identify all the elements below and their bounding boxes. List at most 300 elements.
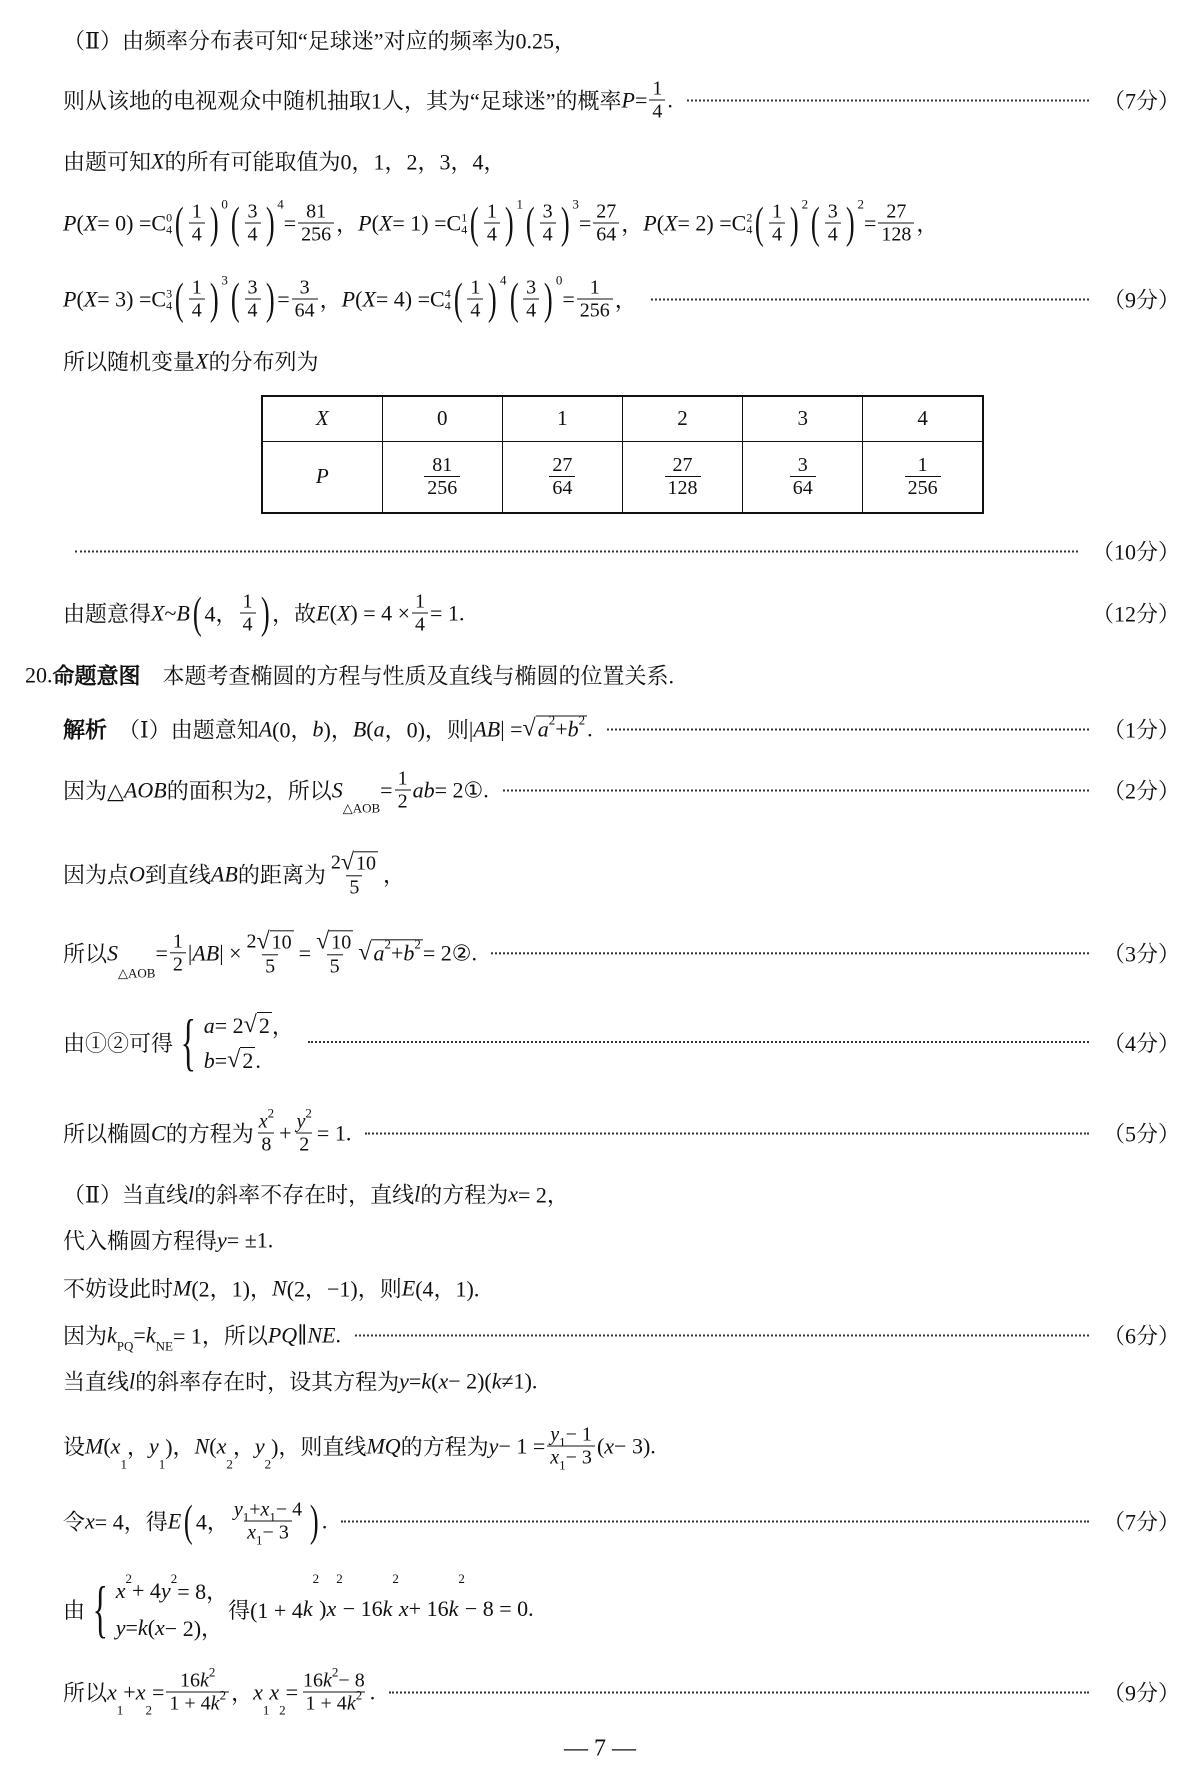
- math-variable: x: [135, 1679, 146, 1704]
- math-variable: y: [217, 1227, 227, 1252]
- denominator: [769, 223, 785, 246]
- math-variable: AB: [473, 716, 501, 741]
- math-variable: k: [302, 1596, 313, 1621]
- numerator: [649, 78, 665, 100]
- text-run: (2，1)，: [191, 1276, 272, 1302]
- text-run: 10: [331, 930, 352, 953]
- fraction: [240, 591, 256, 636]
- math-variable: B: [352, 716, 367, 741]
- equation-system: [85, 1571, 229, 1644]
- text-run: 4: [470, 299, 481, 322]
- line-content: [63, 1273, 479, 1304]
- text-run: (: [76, 286, 84, 311]
- score-label: （7分）: [1102, 88, 1180, 114]
- denominator: [240, 613, 256, 636]
- combination: [732, 210, 753, 236]
- text-run: 的所有可能取值为0，1，2，3，4，: [164, 149, 506, 175]
- fraction: [577, 277, 613, 322]
- text-run: =: [151, 1679, 165, 1704]
- superscript: 2: [392, 1571, 399, 1586]
- page-number: — 7 —: [564, 1735, 636, 1762]
- table-cell: [622, 441, 742, 513]
- score-label: （1分）: [1102, 717, 1180, 743]
- square-root: [316, 928, 353, 954]
- text-run: 所以: [63, 1680, 108, 1706]
- superscript: 2: [857, 196, 864, 212]
- superscript: 2: [355, 1687, 363, 1703]
- math-variable: y: [233, 1498, 243, 1521]
- subscript: 4: [444, 298, 451, 312]
- text-run: 4: [247, 299, 258, 322]
- math-variable: k: [145, 1322, 156, 1347]
- denominator: 64: [790, 476, 816, 499]
- math-variable: P: [358, 210, 372, 235]
- math-group: [169, 1687, 227, 1715]
- right-paren: ): [209, 274, 219, 323]
- numerator: [303, 201, 329, 223]
- line-content: [63, 346, 318, 377]
- fraction: [313, 928, 356, 977]
- dot-leader: [491, 952, 1089, 954]
- text-run: (0，: [272, 717, 313, 743]
- parenthesized: [451, 272, 507, 323]
- text-run: 1: [771, 200, 782, 223]
- text-run: 16: [303, 1669, 324, 1692]
- subscript: PQ: [116, 1338, 134, 1354]
- denominator: [649, 100, 665, 123]
- numerator: [313, 928, 356, 954]
- text-run: − 1 =: [498, 1433, 546, 1458]
- text-run: − 8 = 0.: [464, 1596, 534, 1621]
- text-run: ，: [271, 1014, 294, 1039]
- text-run: 的距离为: [237, 862, 326, 888]
- text-run: ，: [621, 211, 644, 237]
- math-variable: X: [378, 210, 393, 235]
- text-run: (4，1).: [415, 1276, 480, 1302]
- text-run: 设: [63, 1434, 86, 1460]
- text-run: C: [430, 286, 445, 311]
- superscript: 1: [516, 196, 523, 212]
- subscript: 4: [746, 222, 753, 236]
- system-row: [115, 1571, 229, 1606]
- line-content: [63, 1320, 341, 1354]
- text-run: 则从该地的电视观众中随机抽取1人，其为“足球迷”的概率: [63, 88, 622, 114]
- subscript: 1: [158, 1456, 166, 1472]
- numerator: [484, 201, 500, 223]
- text-run: 4: [415, 613, 426, 636]
- text-run: .: [369, 1679, 376, 1704]
- superscript: 0: [555, 272, 563, 288]
- left-paren: (: [230, 274, 240, 323]
- math-variable: k: [421, 1368, 432, 1393]
- text-run: （Ⅰ）由题意知: [107, 717, 259, 743]
- math-variable: k: [323, 1669, 332, 1692]
- table-row: [262, 441, 983, 513]
- radical-sign: √: [243, 1012, 257, 1038]
- text-run: |: [187, 939, 193, 965]
- math-variable: S: [107, 939, 119, 965]
- fraction: [298, 201, 334, 246]
- table-cell: 3: [743, 396, 863, 441]
- text-run: 所以随机变量: [63, 349, 196, 375]
- math-variable: P: [621, 87, 635, 112]
- math-variable: M: [85, 1433, 104, 1458]
- numerator: [523, 277, 539, 299]
- fraction: [244, 928, 297, 977]
- text-run: =: [214, 1047, 228, 1073]
- radicand: [240, 1047, 255, 1074]
- text-run: 的方程为: [420, 1182, 509, 1208]
- fraction: [467, 277, 483, 322]
- parenthesized: [467, 196, 523, 247]
- math-variable: a: [373, 940, 385, 966]
- superscript: 4: [277, 196, 284, 212]
- line-content: [63, 928, 477, 981]
- fraction: [189, 277, 205, 322]
- denominator: [593, 223, 619, 246]
- subscript: 1: [256, 1532, 263, 1548]
- math-variable: x: [438, 1368, 449, 1393]
- solution-line: [63, 1273, 1180, 1304]
- system-row: [204, 1010, 294, 1041]
- solution-line: [63, 1423, 1180, 1473]
- radicand: [354, 851, 378, 874]
- denominator: [346, 876, 362, 899]
- text-run: 27: [886, 200, 907, 223]
- parenthesized: [808, 196, 864, 247]
- fraction: [294, 1105, 315, 1156]
- square-root: [358, 936, 423, 966]
- left-paren: (: [192, 588, 202, 637]
- denominator: 256: [424, 476, 460, 499]
- numerator: 27: [552, 454, 573, 477]
- radicand: [257, 1012, 272, 1039]
- denominator: [523, 299, 539, 322]
- math-group: [247, 928, 294, 954]
- solution-line: [63, 196, 1180, 247]
- table-row: [262, 396, 983, 441]
- math-variable: N: [272, 1275, 287, 1300]
- dot-leader: [355, 1334, 1089, 1336]
- math-variable: x: [253, 1679, 263, 1704]
- text-run: 1: [486, 200, 497, 223]
- score-label: （5分）: [1102, 1121, 1180, 1147]
- dot-leader: [389, 1691, 1089, 1693]
- numerator: [240, 591, 256, 613]
- superscript: 2: [414, 936, 421, 952]
- denominator: [484, 223, 500, 246]
- math-variable: k: [137, 1614, 148, 1640]
- math-variable: PQ: [267, 1322, 298, 1347]
- denominator: [467, 299, 483, 322]
- text-run: 4，: [204, 601, 238, 627]
- math-variable: x: [258, 1110, 268, 1133]
- solution-line: [63, 1496, 1180, 1548]
- dot-leader: [365, 1132, 1089, 1134]
- superscript: 2: [267, 1105, 275, 1121]
- text-run: .: [587, 716, 593, 741]
- math-group: [233, 1498, 303, 1525]
- dot-leader: [75, 550, 1078, 552]
- text-run: 256: [579, 299, 610, 322]
- numerator: [467, 277, 483, 299]
- math-variable: y: [296, 1110, 306, 1133]
- text-run: 20.: [25, 662, 53, 687]
- text-run: 64: [596, 223, 617, 246]
- fraction: [484, 201, 500, 246]
- right-paren: ): [265, 198, 275, 247]
- text-run: =: [298, 939, 312, 965]
- numerator: [547, 1423, 595, 1450]
- denominator: [258, 1133, 274, 1156]
- text-run: （Ⅱ）由频率分布表可知“足球迷”对应的频率为0.25，: [63, 28, 576, 54]
- parenthesized: [172, 272, 228, 323]
- text-run: =: [283, 210, 297, 235]
- fraction: [665, 454, 701, 499]
- fraction: [905, 454, 941, 499]
- math-variable: O: [129, 860, 145, 886]
- denominator: [292, 299, 318, 322]
- fraction: [256, 1105, 277, 1156]
- text-run: 由: [63, 1597, 86, 1623]
- text-run: = 1，所以: [172, 1323, 268, 1349]
- right-paren: ): [560, 198, 570, 247]
- radical-sign: √: [227, 1047, 241, 1073]
- parenthesized: [752, 196, 809, 247]
- text-run: )，: [165, 1434, 195, 1460]
- fraction: [412, 591, 428, 636]
- math-variable: x: [269, 1679, 280, 1704]
- parenthesized: [523, 196, 579, 247]
- fraction: [328, 849, 381, 898]
- numerator: [294, 1105, 315, 1133]
- text-run: 4: [542, 223, 553, 246]
- math-variable: AOB: [123, 777, 167, 802]
- text-run: ，故: [272, 601, 317, 627]
- text-run: = 8，: [177, 1579, 229, 1604]
- math-variable: x: [550, 1446, 560, 1469]
- text-run: 4，: [195, 1509, 229, 1535]
- radicand: [371, 936, 422, 966]
- text-run: 4: [191, 223, 202, 246]
- denominator: [262, 955, 278, 978]
- superscript: 3: [221, 272, 228, 288]
- radical-sign: √: [358, 939, 372, 966]
- fraction: [292, 277, 318, 322]
- left-brace: {: [92, 1573, 109, 1644]
- combination: [151, 286, 172, 312]
- subscript: 1: [262, 1702, 270, 1718]
- text-run: 所以椭圆: [63, 1121, 152, 1147]
- text-run: − 3: [262, 1521, 289, 1544]
- text-run: 到直线: [144, 862, 211, 888]
- denominator: [245, 223, 261, 246]
- denominator: [577, 299, 613, 322]
- text-run: 3: [247, 276, 258, 299]
- math-variable: X: [151, 148, 165, 173]
- numerator: 3: [797, 454, 808, 477]
- subscript: 1: [559, 1457, 566, 1473]
- math-group: [550, 1446, 592, 1473]
- text-run: = 2，: [518, 1182, 569, 1208]
- dot-leader: [503, 789, 1089, 791]
- left-paren: (: [470, 198, 479, 247]
- math-variable: k: [346, 1692, 356, 1715]
- table-cell: 1: [502, 396, 622, 441]
- subscript: △AOB: [342, 800, 381, 816]
- math-variable: k: [210, 1692, 220, 1715]
- table-cell: 0: [382, 396, 502, 441]
- text-run: | =: [500, 716, 523, 741]
- math-group: [258, 1105, 275, 1133]
- solution-line: [63, 1179, 1180, 1210]
- fraction: [245, 201, 261, 246]
- text-run: ≠1).: [501, 1368, 538, 1393]
- text-run: = 2: [214, 1012, 244, 1038]
- text-run: ，: [232, 1434, 255, 1460]
- numerator: [170, 930, 186, 952]
- numerator: [189, 277, 205, 299]
- text-run: = 2①.: [434, 777, 489, 802]
- text-run: 4: [652, 100, 663, 123]
- text-run: 10: [356, 851, 376, 874]
- score-label: （3分）: [1102, 941, 1180, 967]
- radical-sign: √: [256, 928, 270, 955]
- denominator: [540, 223, 556, 246]
- math-variable: x: [115, 1577, 126, 1603]
- line-content: [63, 25, 576, 56]
- left-brace: {: [180, 1006, 197, 1077]
- square-root: [244, 1012, 272, 1039]
- math-variable: MQ: [366, 1433, 401, 1458]
- numerator: [256, 1105, 277, 1133]
- text-run: 5: [265, 955, 276, 978]
- text-run: 1: [415, 590, 426, 613]
- math-variable: k: [107, 1322, 117, 1347]
- text-run: = 1) =: [392, 210, 447, 235]
- text-run: ~: [164, 600, 177, 625]
- denominator: [395, 790, 411, 813]
- text-run: 由题意得: [63, 601, 152, 627]
- fraction: [523, 277, 539, 322]
- left-paren: (: [174, 274, 184, 323]
- denominator: [244, 1521, 292, 1548]
- text-run: +: [279, 1120, 292, 1145]
- math-variable: P: [341, 286, 356, 311]
- line-content: [63, 849, 405, 898]
- combination: [430, 286, 451, 312]
- radicand: [536, 712, 587, 743]
- text-run: 得(1 + 4: [228, 1597, 303, 1623]
- text-run: 1: [652, 77, 663, 100]
- text-run: 2: [246, 930, 257, 953]
- fraction: [649, 78, 665, 123]
- text-run: .: [667, 87, 673, 112]
- score-label: （9分）: [1102, 1680, 1180, 1706]
- solution-line: [63, 1006, 1180, 1077]
- math-variable: x: [110, 1433, 121, 1458]
- solution-line: [63, 1105, 1180, 1156]
- text-run: (: [209, 1433, 217, 1458]
- text-run: − 4: [275, 1498, 303, 1521]
- left-paren: (: [174, 198, 184, 247]
- text-run: 2: [172, 953, 183, 976]
- text-run: =: [408, 1368, 422, 1393]
- square-root: [341, 849, 378, 875]
- fraction: [170, 930, 186, 975]
- score-label: （4分）: [1102, 1030, 1180, 1056]
- text-run: 的方程为: [165, 1121, 254, 1147]
- right-paren: ): [260, 588, 270, 637]
- line-content: [63, 1423, 656, 1473]
- square-root: [522, 712, 588, 743]
- superscript: 2: [578, 712, 586, 728]
- math-variable: P: [643, 210, 657, 235]
- text-run: =: [380, 777, 393, 802]
- right-paren: ): [310, 1496, 319, 1545]
- text-run: 4: [242, 613, 253, 636]
- text-run: ): [319, 1596, 327, 1621]
- numerator: [883, 201, 909, 223]
- math-variable: x: [247, 1521, 257, 1544]
- math-variable: A: [258, 716, 273, 741]
- fraction: [231, 1498, 305, 1548]
- text-run: − 1: [565, 1423, 592, 1446]
- text-run: ，: [336, 211, 359, 237]
- solution-line: [63, 78, 1180, 123]
- text-run: − 8: [338, 1669, 365, 1692]
- math-variable: x: [85, 1508, 95, 1533]
- math-variable: k: [491, 1368, 502, 1393]
- denominator: [170, 952, 186, 975]
- math-variable: AB: [210, 860, 238, 886]
- text-run: 1 + 4: [169, 1692, 211, 1715]
- text-run: ) = 4 ×: [350, 600, 411, 625]
- text-run: 的斜率不存在时，直线: [194, 1182, 415, 1208]
- math-variable: l: [129, 1368, 136, 1393]
- system-row: [204, 1047, 294, 1074]
- text-run: =: [285, 1679, 299, 1704]
- superscript: 2: [170, 1571, 178, 1586]
- text-run: 因为点: [63, 862, 130, 888]
- superscript: 2: [219, 1687, 227, 1703]
- math-variable: E: [316, 600, 330, 625]
- math-variable: X: [362, 286, 376, 311]
- numerator: [231, 1498, 305, 1525]
- left-paren: (: [184, 1496, 193, 1545]
- fraction: [300, 1664, 368, 1715]
- left-paren: (: [811, 198, 820, 247]
- text-run: − 3).: [614, 1433, 656, 1458]
- dot-leader: [341, 1520, 1089, 1522]
- solution-line: [63, 25, 1180, 56]
- math-variable: X: [195, 348, 209, 373]
- fraction: [878, 201, 914, 246]
- text-run: = 1.: [430, 600, 465, 625]
- text-run: = 3) =: [97, 286, 152, 311]
- superscript: 3: [572, 196, 579, 212]
- text-run: 3: [299, 276, 310, 299]
- fraction: [166, 1664, 229, 1715]
- text-run: 1: [191, 200, 202, 223]
- subscript: NE: [155, 1338, 173, 1354]
- solution-line: [63, 849, 1180, 898]
- solution-line: [63, 928, 1180, 981]
- text-run: 本题考查椭圆的方程与性质及直线与椭圆的位置关系.: [140, 663, 675, 689]
- subscript: 2: [226, 1456, 233, 1472]
- text-run: (2，−1)，则: [286, 1276, 402, 1302]
- line-content: [63, 1571, 534, 1644]
